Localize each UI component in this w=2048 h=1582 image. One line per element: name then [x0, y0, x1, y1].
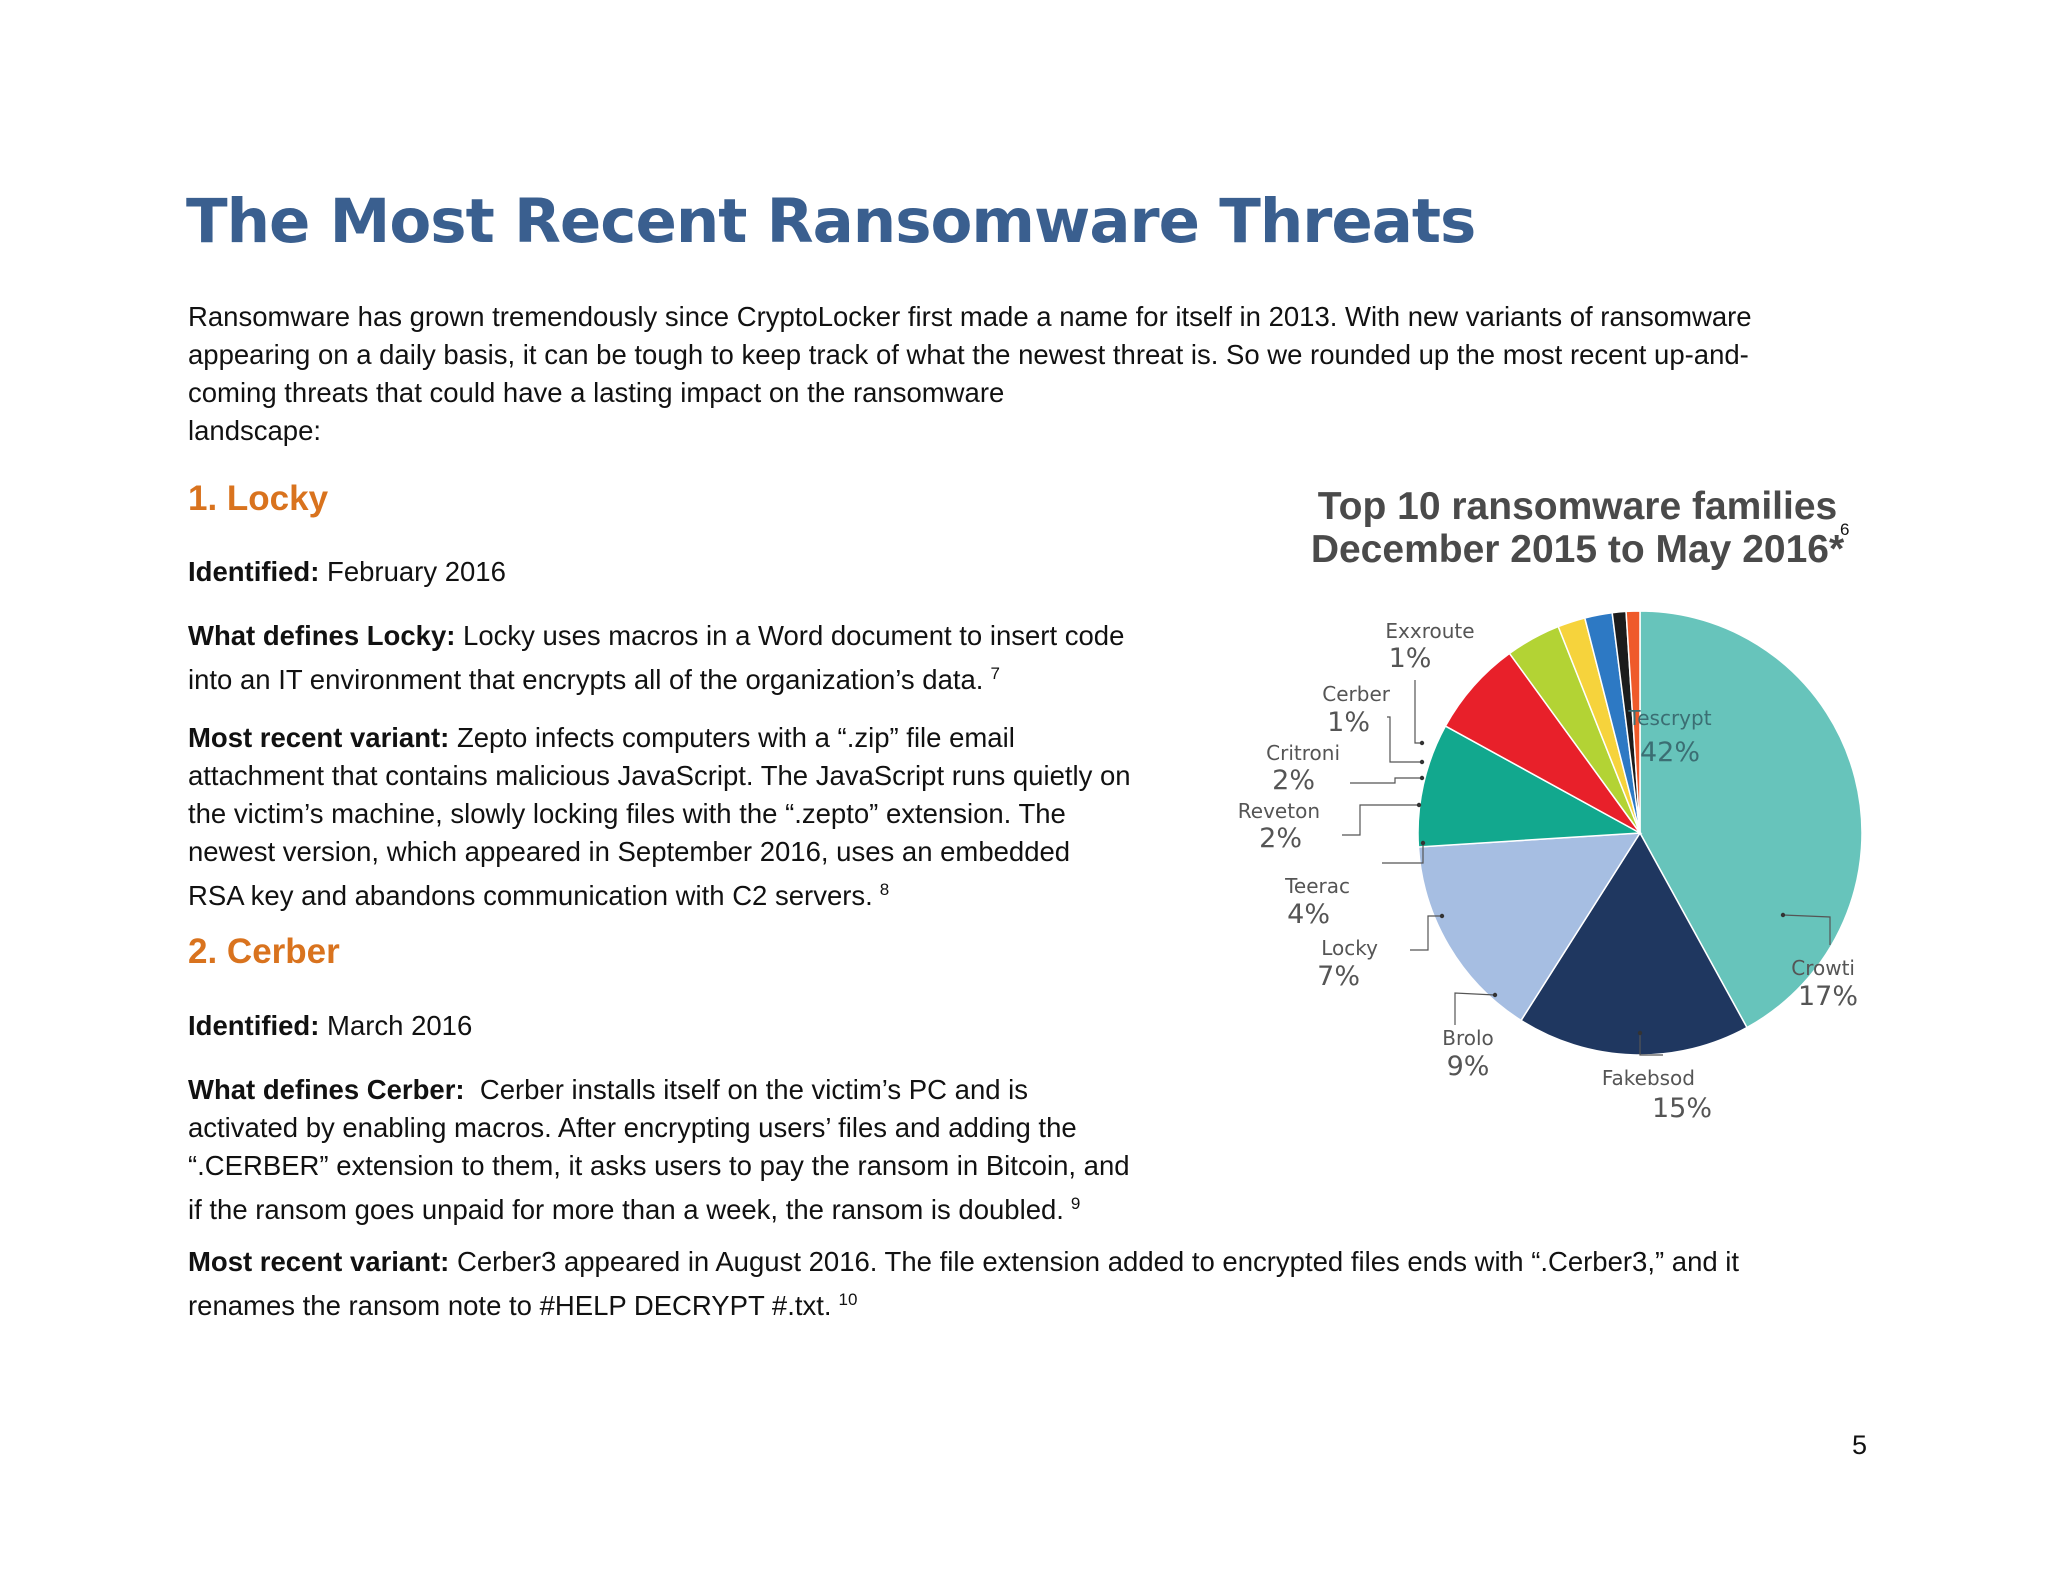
slice-name-label: Crowti [1791, 956, 1855, 980]
locky-variant-label: Most recent variant: [188, 722, 450, 753]
cerber-variant-text: renames the ransom note to #HELP DECRYPT #.txt. [188, 1290, 832, 1322]
slice-value-label: 17% [1797, 981, 1858, 1012]
slice-name-label: Tescrypt [1628, 706, 1712, 730]
cerber-defines-text: if the ransom goes unpaid for more than a week, the ransom is doubled. [188, 1194, 1064, 1226]
locky-variant [188, 719, 1188, 915]
locky-variant-text: attachment that contains malicious JavaScript. The JavaScript runs quietly on [188, 760, 1131, 791]
slice-name-label: Locky [1321, 936, 1378, 960]
leader-dot-cerber [1420, 760, 1424, 764]
leader-dot-locky [1440, 914, 1444, 918]
footnote-ref[interactable]: 7 [990, 664, 1000, 683]
cerber-heading: 2. Cerber [188, 932, 340, 971]
locky-identified-value: February 2016 [319, 556, 506, 587]
cerber-identified-label: Identified: [188, 1010, 320, 1041]
leader-dot-critroni [1420, 776, 1424, 780]
locky-variant-text: newest version, which appeared in September 2016, uses an embedded [188, 836, 1071, 867]
leader-line-exxroute [1415, 680, 1422, 743]
slice-name-label: Teerac [1285, 874, 1350, 898]
intro-line: Ransomware has grown tremendously since CryptoLocker first made a name for itself in 2013. With new variants of ransomware [188, 301, 1752, 332]
locky-variant-text: Zepto infects computers with a “.zip” file email [449, 722, 1015, 753]
leader-line-critroni [1350, 778, 1422, 783]
leader-dot-exxroute [1420, 741, 1424, 745]
slice-value-label: 9% [1446, 1051, 1490, 1082]
footnote-ref[interactable]: 10 [838, 1290, 858, 1309]
cerber-identified-value: March 2016 [319, 1010, 473, 1041]
leader-line-teerac [1382, 843, 1423, 863]
slice-name-label: Exxroute [1385, 619, 1475, 643]
ransomware-pie-figure [1190, 405, 1960, 1125]
leader-dot-crowti [1781, 913, 1785, 917]
figure-footnote-ref[interactable]: 6 [1840, 520, 1850, 539]
slice-name-label: Cerber [1322, 682, 1390, 706]
leader-dot-teerac [1421, 841, 1425, 845]
slice-value-label: 7% [1317, 961, 1360, 992]
cerber-variant-text: Cerber3 appeared in August 2016. The file extension added to encrypted files ends with “.Cerber3,” and it [449, 1246, 1740, 1277]
slice-value-label: 4% [1287, 899, 1330, 930]
page-title: The Most Recent Ransomware Threats [186, 186, 1476, 257]
chart-title-line: Top 10 ransomware families [1317, 485, 1838, 528]
cerber-defines-text: “.CERBER” extension to them, it asks users to pay the ransom in Bitcoin, and [188, 1150, 1130, 1181]
leader-line-brolo [1455, 993, 1495, 1025]
locky-defines-label: What defines Locky: [188, 620, 456, 651]
slice-value-label: 2% [1259, 823, 1302, 854]
locky-defines-text: into an IT environment that encrypts all of the organization’s data. [188, 664, 984, 696]
footnote-ref[interactable]: 8 [879, 880, 890, 899]
locky-variant-text: the victim’s machine, slowly locking files with the “.zepto” extension. The [188, 798, 1066, 829]
locky-defines [188, 617, 1188, 699]
slice-name-label: Reveton [1237, 799, 1320, 823]
leader-line-reveton [1342, 805, 1419, 835]
locky-variant-text: RSA key and abandons communication with C2 servers. [188, 880, 873, 912]
cerber-identified [188, 1007, 1188, 1045]
slice-value-label: 15% [1651, 1093, 1712, 1124]
slice-name-label: Critroni [1266, 741, 1340, 765]
cerber-variant-label: Most recent variant: [188, 1246, 450, 1277]
slice-value-label: 2% [1272, 765, 1315, 796]
locky-identified [188, 553, 1188, 591]
cerber-variant [188, 1243, 1828, 1325]
chart-title-line: December 2015 to May 2016* [1310, 528, 1845, 571]
slice-value-label: 1% [1388, 643, 1432, 674]
cerber-defines-label: What defines Cerber: [188, 1074, 465, 1105]
leader-line-cerber [1387, 717, 1422, 762]
page-number: 5 [1852, 1430, 1868, 1460]
leader-dot-reveton [1417, 803, 1421, 807]
cerber-defines-text: Cerber installs itself on the victim’s PC and is [464, 1074, 1029, 1105]
intro-line: appearing on a daily basis, it can be tough to keep track of what the newest threat is. So we rounded up the most recent up-and- [188, 339, 1749, 370]
slice-name-label: Fakebsod [1601, 1066, 1695, 1090]
locky-identified-label: Identified: [188, 556, 320, 587]
footnote-ref[interactable]: 9 [1070, 1194, 1081, 1213]
intro-line: landscape: [188, 415, 322, 446]
locky-heading: 1. Locky [188, 479, 329, 518]
cerber-defines-text: activated by enabling macros. After encrypting users’ files and adding the [188, 1112, 1077, 1143]
leader-dot-brolo [1493, 993, 1497, 997]
locky-defines-text: Locky uses macros in a Word document to insert code [455, 620, 1125, 651]
slice-value-label: 42% [1639, 737, 1701, 768]
slice-value-label: 1% [1327, 707, 1370, 738]
intro-line: coming threats that could have a lasting impact on the ransomware [188, 377, 1005, 408]
slice-name-label: Brolo [1442, 1026, 1494, 1050]
leader-dot-fakebsod [1638, 1031, 1642, 1035]
cerber-defines [188, 1071, 1188, 1229]
